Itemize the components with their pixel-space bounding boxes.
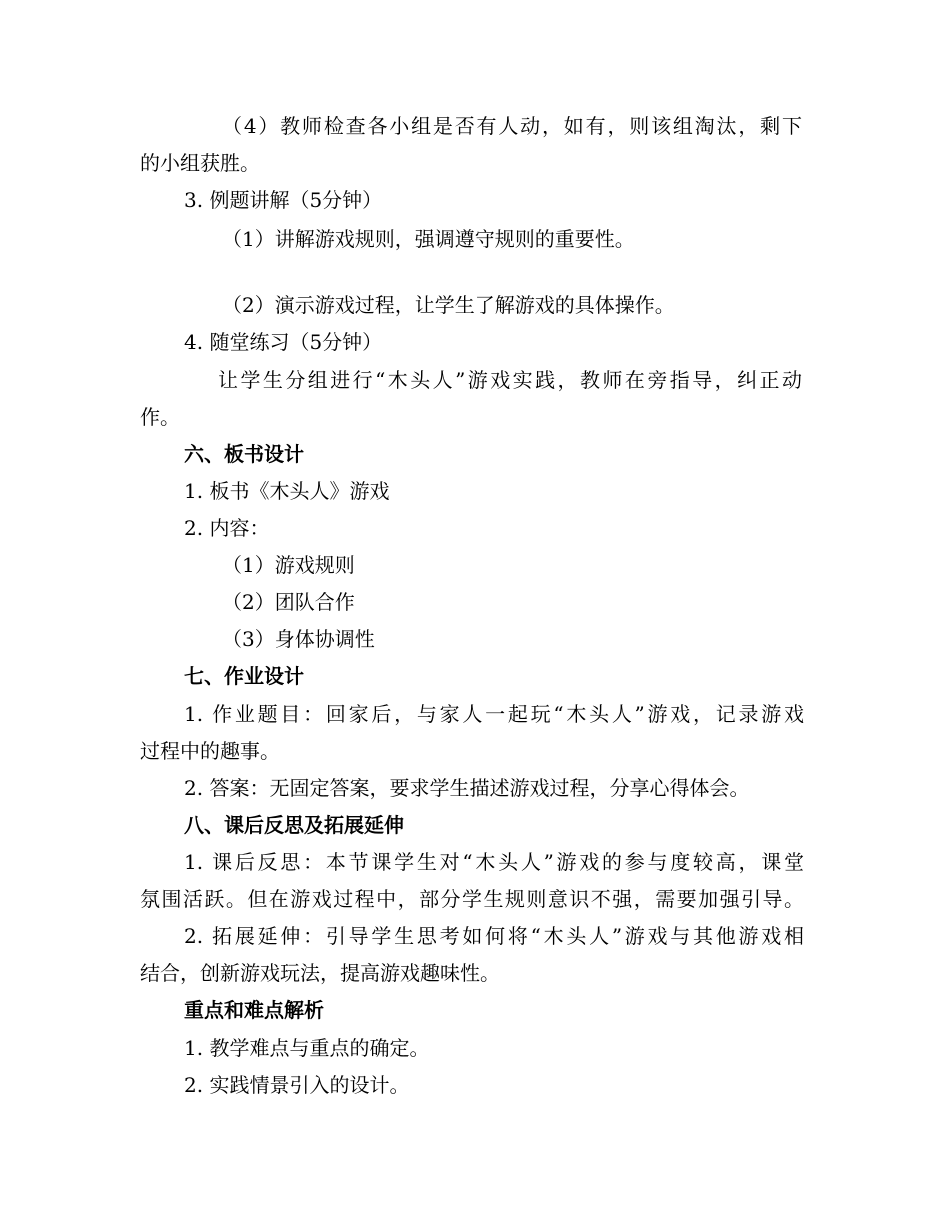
section-heading: 七、作业设计 (184, 664, 304, 688)
paragraph-line: 过程中的趣事。 (140, 739, 280, 763)
paragraph-line: 氛围活跃。但在游戏过程中，部分学生规则意识不强，需要加强引导。 (140, 887, 804, 911)
list-item: 2. 实践情景引入的设计。 (184, 1073, 410, 1097)
sub-list-item: （2）团队合作 (222, 590, 355, 614)
paragraph-line: 2. 拓展延伸：引导学生思考如何将“木头人”游戏与其他游戏相 (184, 924, 804, 948)
paragraph-line: 让学生分组进行“木头人”游戏实践，教师在旁指导，纠正动 (218, 368, 802, 392)
list-item: 2. 内容： (184, 516, 270, 540)
paragraph-line: 的小组获胜。 (140, 151, 260, 175)
sub-list-item: （2）演示游戏过程，让学生了解游戏的具体操作。 (222, 293, 675, 317)
list-item: 1. 板书《木头人》游戏 (184, 479, 390, 503)
sub-list-item: （1）讲解游戏规则，强调遵守规则的重要性。 (222, 227, 635, 251)
list-item-heading: 3. 例题讲解（5分钟） (184, 188, 383, 212)
paragraph-line: （4）教师检查各小组是否有人动，如有，则该组淘汰，剩下 (222, 114, 802, 138)
list-item-heading: 4. 随堂练习（5分钟） (184, 330, 383, 354)
paragraph-line: 结合，创新游戏玩法，提高游戏趣味性。 (140, 961, 500, 985)
list-item: 1. 教学难点与重点的确定。 (184, 1036, 430, 1060)
paragraph-line: 1. 课后反思：本节课学生对“木头人”游戏的参与度较高，课堂 (184, 850, 804, 874)
sub-list-item: （1）游戏规则 (222, 553, 355, 577)
section-heading: 重点和难点解析 (184, 998, 324, 1022)
paragraph-line: 2. 答案：无固定答案，要求学生描述游戏过程，分享心得体会。 (184, 776, 750, 800)
paragraph-line: 作。 (140, 405, 180, 429)
section-heading: 八、课后反思及拓展延伸 (184, 813, 404, 837)
section-heading: 六、板书设计 (184, 442, 304, 466)
paragraph-line: 1. 作业题目：回家后，与家人一起玩“木头人”游戏，记录游戏 (184, 702, 804, 726)
sub-list-item: （3）身体协调性 (222, 627, 375, 651)
